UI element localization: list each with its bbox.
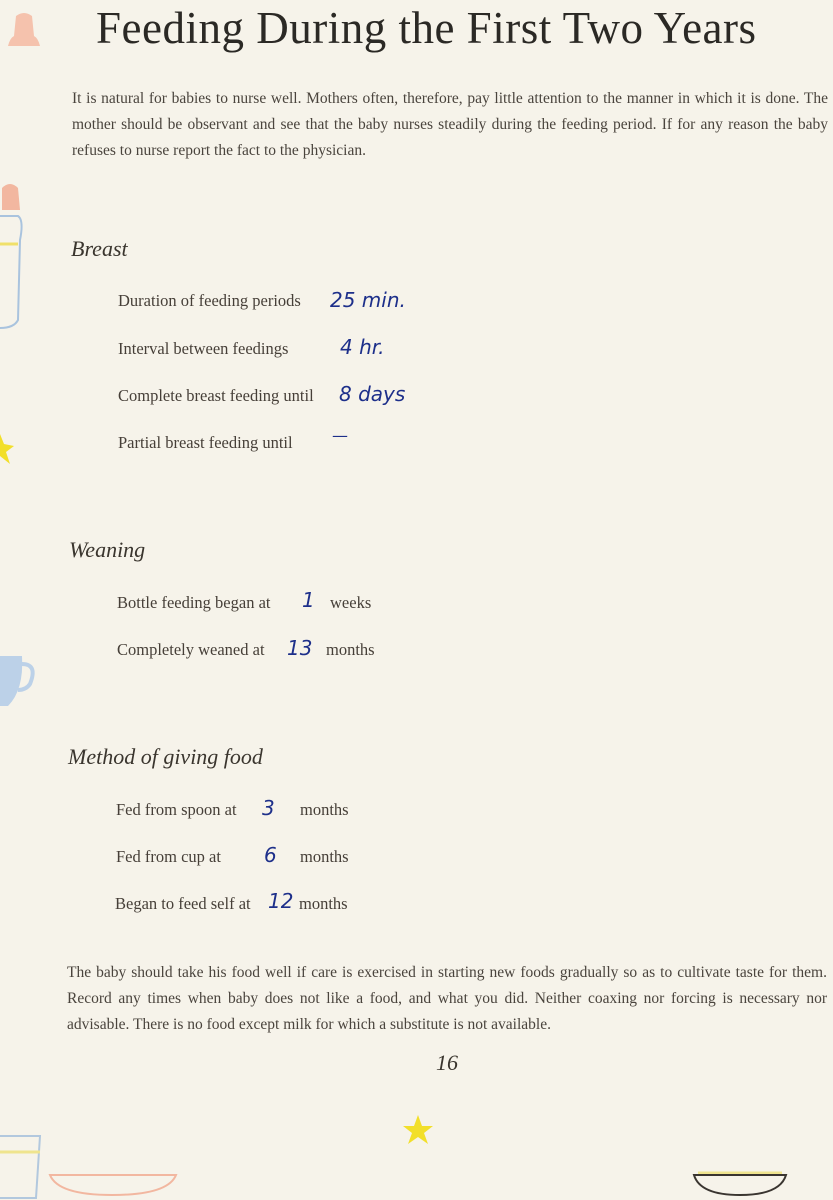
row-self-label: Began to feed self at	[115, 894, 251, 913]
row-cup-unit: months	[300, 847, 349, 866]
row-weaned-label: Completely weaned at	[117, 640, 265, 659]
row-cup-value: 6	[264, 843, 277, 867]
row-spoon-value: 3	[262, 796, 275, 820]
row-self-value: 12	[268, 889, 294, 913]
plate-icon	[48, 1165, 180, 1200]
breast-heading: Breast	[71, 236, 128, 261]
page-title: Feeding During the First Two Years	[96, 3, 757, 53]
row-complete-label: Complete breast feeding until	[118, 386, 314, 405]
weaning-heading: Weaning	[69, 537, 146, 562]
row-weaned-unit: months	[326, 640, 375, 659]
page-number: 16	[436, 1050, 458, 1075]
teacup-icon	[0, 650, 40, 710]
row-self-unit: months	[299, 894, 348, 913]
row-spoon-unit: months	[300, 800, 349, 819]
star-icon	[0, 432, 20, 468]
intro-paragraph: It is natural for babies to nurse well. Mothers often, therefore, pay little attention to the manner in which it is done. The mother should be observant and see that the baby nurses steadily during the feeding period. If for any reason the baby refuses to nurse report the fact to the physician.	[72, 90, 828, 159]
row-interval-value: 4 hr.	[340, 335, 385, 359]
baby-bottle-icon	[0, 180, 30, 330]
row-duration-label: Duration of feeding periods	[118, 291, 301, 310]
method-heading: Method of giving food	[68, 744, 263, 769]
row-partial-value: —	[332, 426, 348, 445]
star-icon	[402, 1114, 434, 1146]
row-weaned-value: 13	[287, 636, 313, 660]
row-cup-label: Fed from cup at	[116, 847, 221, 866]
row-duration-value: 25 min.	[330, 288, 406, 312]
bowl-icon	[690, 1165, 790, 1200]
glass-icon	[0, 1130, 46, 1200]
row-complete-value: 8 days	[339, 382, 406, 406]
outro-paragraph: The baby should take his food well if care is exercised in starting new foods gradually so as to cultivate taste for them. Record any times when baby does not like a food, and what you did. Neither coaxing nor forcing is necessary nor advisable. There is no food except milk for which a substitute is not available.	[67, 964, 827, 1033]
row-interval-label: Interval between feedings	[118, 339, 289, 358]
row-spoon-label: Fed from spoon at	[116, 800, 237, 819]
row-bottle-unit: weeks	[330, 593, 372, 612]
row-bottle-value: 1	[302, 588, 315, 612]
row-partial-label: Partial breast feeding until	[118, 433, 293, 452]
row-bottle-label: Bottle feeding began at	[117, 593, 271, 612]
baby-bottle-nipple-icon	[4, 12, 44, 48]
